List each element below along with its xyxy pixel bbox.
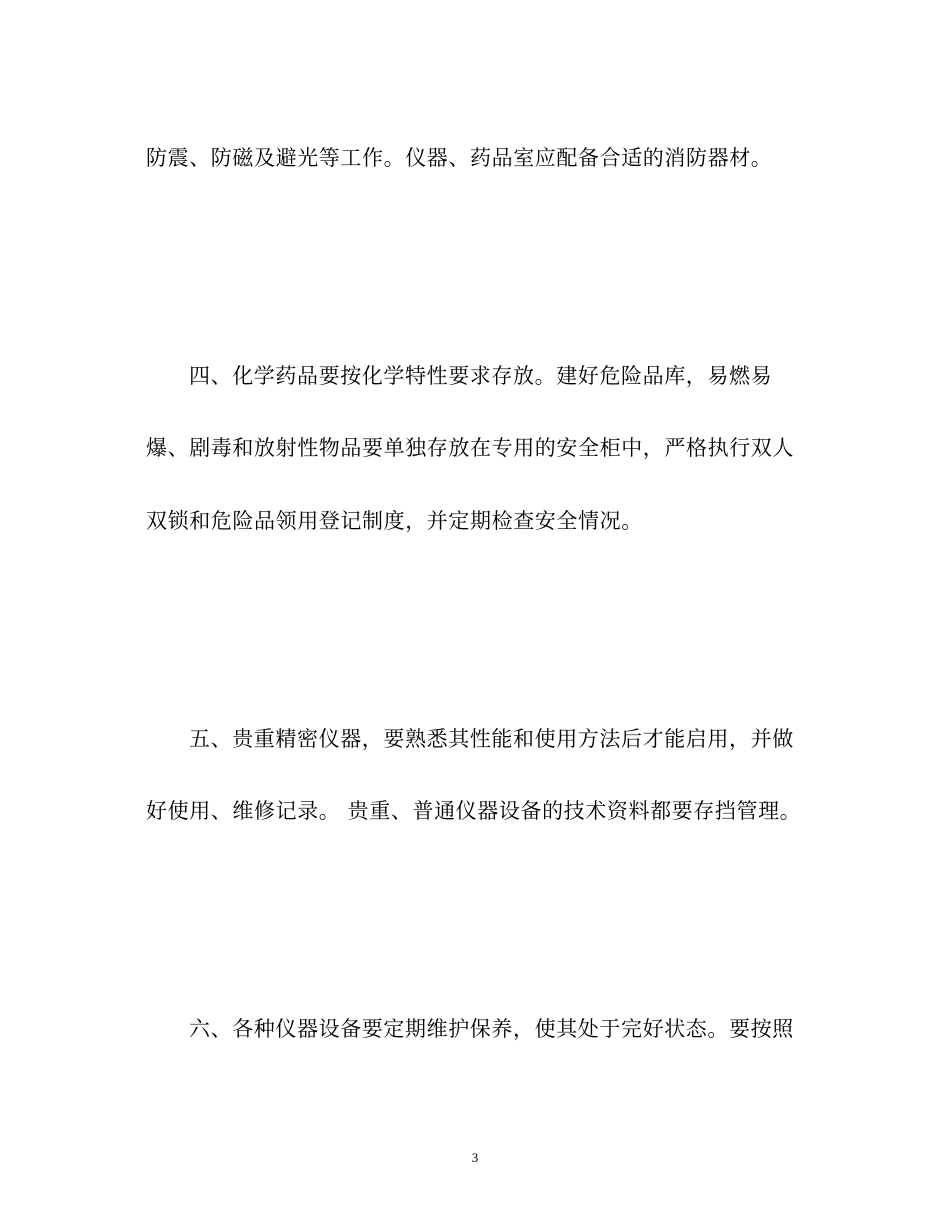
paragraph-4-line-3: 双锁和危险品领用登记制度，并定期检查安全情况。 [146, 509, 643, 533]
paragraph-5-line-1: 五、贵重精密仪器，要熟悉其性能和使用方法后才能启用，并做 [189, 727, 794, 751]
paragraph-4-line-2: 爆、剧毒和放射性物品要单独存放在专用的安全柜中，严格执行双人 [146, 436, 794, 460]
page-number: 3 [471, 1150, 479, 1165]
paragraph-3-continuation-line: 防震、防磁及避光等工作。仪器、药品室应配备合适的消防器材。 [146, 146, 773, 170]
paragraph-4-line-1: 四、化学药品要按化学特性要求存放。建好危险品库，易燃易 [189, 364, 773, 388]
paragraph-6-line-1: 六、各种仪器设备要定期维护保养，使其处于完好状态。要按照 [189, 1017, 794, 1041]
paragraph-5-line-2: 好使用、维修记录。 贵重、普通仪器设备的技术资料都要存挡管理。 [146, 799, 802, 823]
